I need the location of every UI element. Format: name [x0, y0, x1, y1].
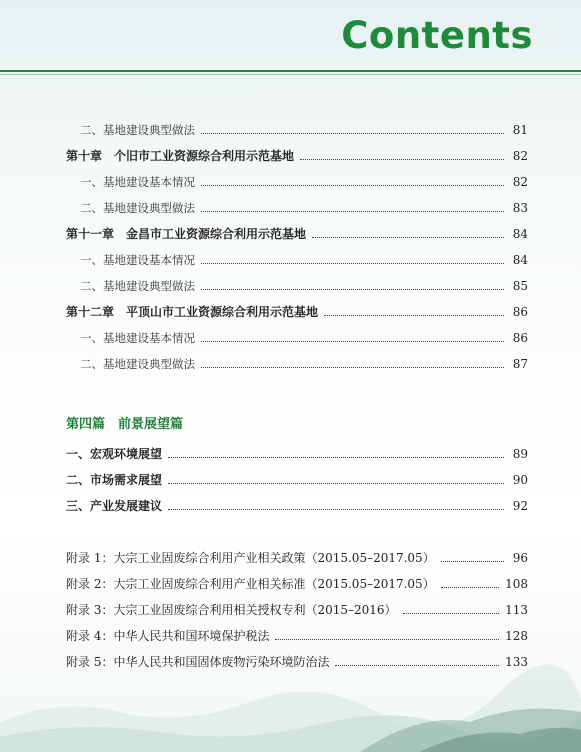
toc-entry-page: 81 [512, 123, 528, 137]
toc-entry-label: 二、市场需求展望 [66, 473, 163, 487]
dot-leader [201, 288, 504, 290]
toc-entry-label: 二、基地建设典型做法 [80, 123, 195, 137]
toc-entry-label: 一、基地建设基本情况 [80, 175, 195, 189]
toc-entry-label: 三、产业发展建议 [66, 499, 163, 513]
toc-entry-page: 84 [512, 253, 528, 267]
dot-leader [324, 314, 504, 316]
toc-entry-page: 113 [505, 603, 528, 617]
toc-entry[interactable] [66, 442, 528, 462]
toc-entry-page: 85 [512, 279, 528, 293]
toc-entry-label: 二、基地建设典型做法 [80, 357, 195, 371]
toc-entry-label: 第十章 个旧市工业资源综合利用示范基地 [66, 149, 295, 163]
toc-entry-page: 89 [512, 447, 528, 461]
toc-entry[interactable] [66, 248, 528, 268]
dot-leader [403, 612, 500, 614]
toc-entry-label: 第十一章 金昌市工业资源综合利用示范基地 [66, 227, 307, 241]
toc-entry[interactable] [66, 300, 528, 320]
toc-entry-label: 附录 2：大宗工业固废综合利用产业相关标准（2015.05–2017.05） [66, 577, 435, 591]
dot-leader [300, 158, 504, 160]
toc-entry[interactable] [66, 274, 528, 294]
toc-entry[interactable] [66, 468, 528, 488]
toc-entry-label: 附录 3：大宗工业固废综合利用相关授权专利（2015–2016） [66, 603, 397, 617]
toc-entry-page: 83 [512, 201, 528, 215]
dot-leader [201, 262, 504, 264]
toc-entry-label: 一、宏观环境展望 [66, 447, 163, 461]
dot-leader [201, 340, 504, 342]
toc-entry[interactable] [66, 144, 528, 164]
toc-entry-label: 第十二章 平顶山市工业资源综合利用示范基地 [66, 305, 319, 319]
mountain-landscape-decoration [0, 642, 581, 752]
toc-entry-page: 86 [512, 305, 528, 319]
header-rule-thin [0, 74, 581, 75]
dot-leader [441, 560, 504, 562]
dot-leader [168, 456, 504, 458]
toc-entry-label: 二、基地建设典型做法 [80, 279, 195, 293]
toc-entry-page: 84 [512, 227, 528, 241]
dot-leader [201, 366, 504, 368]
dot-leader [201, 210, 504, 212]
toc-entry-label: 一、基地建设基本情况 [80, 331, 195, 345]
toc-entry[interactable] [66, 196, 528, 216]
toc-entry-label: 附录 1：大宗工业固废综合利用产业相关政策（2015.05–2017.05） [66, 551, 435, 565]
toc-entry-page: 90 [512, 473, 528, 487]
toc-entry-page: 108 [505, 577, 528, 591]
toc-entry[interactable] [66, 170, 528, 190]
toc-entry-label: 附录 5：中华人民共和国固体废物污染环境防治法 [66, 655, 330, 669]
toc-appendix-entry[interactable] [66, 624, 528, 644]
dot-leader [168, 482, 504, 484]
toc-entry[interactable] [66, 222, 528, 242]
toc-entry-page: 87 [512, 357, 528, 371]
dot-leader [201, 132, 504, 134]
dot-leader [275, 638, 499, 640]
toc-entry[interactable] [66, 118, 528, 138]
toc-appendix-entry[interactable] [66, 572, 528, 592]
toc-entry-page: 133 [505, 655, 528, 669]
header-rule [0, 70, 581, 72]
dot-leader [441, 586, 499, 588]
toc-entry-label: 二、基地建设典型做法 [80, 201, 195, 215]
toc-entry[interactable] [66, 352, 528, 372]
page-title: Contents [341, 14, 533, 57]
toc-entry-page: 96 [512, 551, 528, 565]
dot-leader [201, 184, 504, 186]
toc-entry-page: 86 [512, 331, 528, 345]
toc-entry-page: 128 [505, 629, 528, 643]
dot-leader [168, 508, 504, 510]
toc-entry[interactable] [66, 326, 528, 346]
toc-entry-page: 82 [512, 175, 528, 189]
toc-appendix-entry[interactable] [66, 546, 528, 566]
toc-entry-label: 附录 4：中华人民共和国环境保护税法 [66, 629, 270, 643]
toc-entry[interactable] [66, 494, 528, 514]
toc-entry-page: 82 [512, 149, 528, 163]
section-heading[interactable]: 第四篇 前景展望篇 [66, 417, 184, 432]
toc-entry-page: 92 [512, 499, 528, 513]
toc-entry-label: 一、基地建设基本情况 [80, 253, 195, 267]
toc-appendix-entry[interactable] [66, 598, 528, 618]
dot-leader [312, 236, 504, 238]
